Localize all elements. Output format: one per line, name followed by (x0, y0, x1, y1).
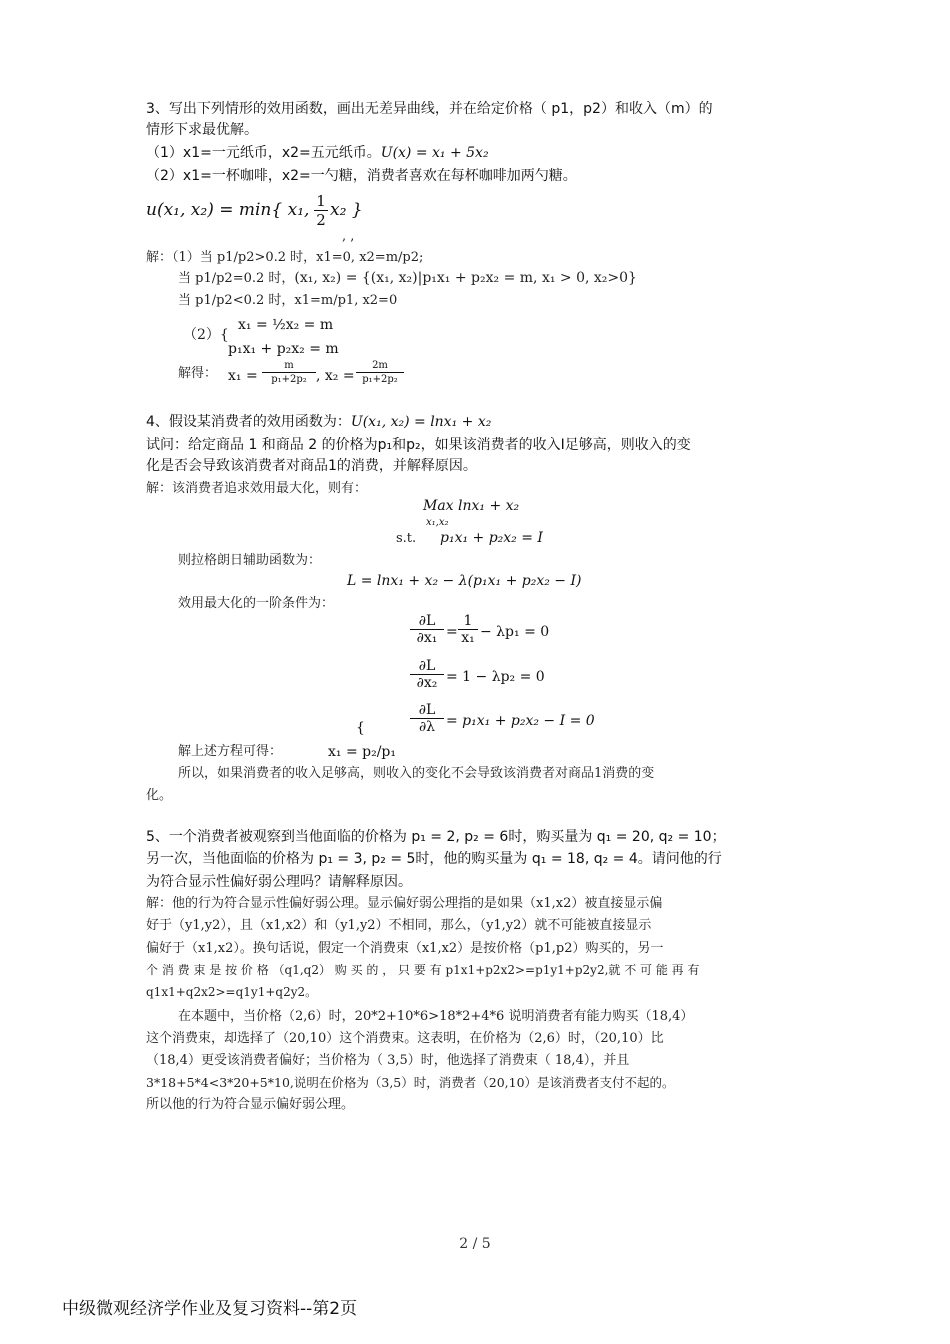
q4-title-text: 4、假设某消费者的效用函数为： (146, 414, 351, 430)
q4-lagrange-intro: 则拉格朗日辅助函数为： (178, 553, 322, 568)
q4-d1-frac (410, 613, 444, 646)
q3-sol2-prefix: 当 p1/p2=0.2 时， (178, 271, 295, 286)
q3-sol2-formula: (x₁, x₂) = {(x₁, x₂)|p₁x₁ + p₂x₂ = m, x₁ > 0, x₂>0} (294, 270, 637, 286)
q3-u-half (314, 192, 328, 229)
q4-d1-mid-den: x₁ (461, 630, 475, 646)
q5-sol-line1: 解：他的行为符合显示性偏好弱公理。显示偏好弱公理指的是如果（x1,x2）被直接显示偏 (146, 896, 663, 911)
q4-line2: 试问：给定商品 1 和商品 2 的价格为p₁和p₂，如果该消费者的收入I足够高，则收入的变 (146, 437, 691, 453)
q4-brace: { (356, 720, 365, 736)
q3-u-right: x₂ } (330, 200, 363, 220)
q4-title-formula: U(x₁, x₂) = lnx₁ + x₂ (350, 414, 492, 430)
q4-conclusion-line1: 所以，如果消费者的收入足够高，则收入的变化不会导致该消费者对商品1消费的变 (178, 766, 655, 781)
q5-line1: 5、一个消费者被观察到当他面临的价格为 p₁ = 2, p₂ = 6时，购买量为 q₁ = 20, q₂ = 10； (146, 829, 726, 845)
q3-title-line1: 3、写出下列情形的效用函数，画出无差异曲线，并在给定价格（ p1，p2）和收入（m）的 (146, 101, 713, 117)
q4-st-label: s.t. (396, 531, 417, 546)
q3-item1-text: （1）x1=一元纸币，x2=五元纸币。 (146, 145, 381, 161)
q5-sol-line10: 所以他的行为符合显示偏好弱公理。 (146, 1097, 355, 1112)
q4-max: Max lnx₁ + x₂ (423, 498, 520, 514)
q4-d1-mid-frac (458, 613, 478, 646)
q5-sol-line9: 3*18+5*4<3*20+5*10,说明在价格为（3,5）时，消费者（20,10）是该消费者支付不起的。 (146, 1075, 675, 1090)
page-indicator: 2 / 5 (459, 1236, 491, 1252)
q4-d1-eq: = (446, 624, 458, 640)
q5-sol-line4: 个 消 费 束 是 按 价 格 （q1,q2） 购 买 的 ， 只 要 有 p1x1+p2x2>=p1y1+p2y2,就 不 可 能 再 有 (146, 963, 700, 977)
q4-title (146, 414, 491, 432)
q3-sol-line3: 当 p1/p2<0.2 时，x1=m/p1, x2=0 (178, 293, 398, 308)
q4-line3: 化是否会导致该消费者对商品1的消费，并解释原因。 (146, 458, 477, 474)
q3-u-left: u(x₁, x₂) = min{ x₁, (146, 200, 310, 220)
q4-solve-formula: x₁ = p₂/p₁ (328, 744, 397, 760)
q4-sol-intro: 解：该消费者追求效用最大化，则有： (146, 481, 368, 496)
q4-d1-den: ∂x₁ (416, 630, 438, 646)
q4-conclusion-line2: 化。 (146, 788, 173, 803)
q3-u-half-num: 1 (316, 192, 326, 210)
q3-commas: , , (342, 229, 355, 244)
q4-d3-den: ∂λ (418, 719, 436, 735)
q3-sol5-bar1 (262, 372, 316, 373)
q4-d3-num: ∂L (418, 702, 436, 718)
q4-foc-intro: 效用最大化的一阶条件为： (178, 596, 335, 611)
q4-lagrange: L = lnx₁ + x₂ − λ(p₁x₁ + p₂x₂ − I) (347, 573, 582, 589)
q3-sol4-label: （2）{ (183, 327, 229, 343)
q3-sol5-x2: , x₂ = (316, 368, 355, 384)
q4-d3-rest: = p₁x₁ + p₂x₂ − I = 0 (446, 713, 595, 729)
q4-d2-frac (410, 658, 444, 691)
q3-item1 (146, 145, 489, 163)
q4-d1-mid-num: 1 (463, 613, 473, 629)
q3-sol5-bar2 (356, 372, 404, 373)
q3-sol5-label: 解得： (178, 366, 218, 381)
q3-sol5-frac2 (356, 360, 404, 385)
q5-sol-line2: 好于（y1,y2），且（x1,x2）和（y1,y2）不相同，那么，（y1,y2）就不可能被直接显示 (146, 918, 652, 933)
q3-utility-formula (146, 200, 309, 221)
q5-sol-line5: q1x1+q2x2>=q1y1+q2y2。 (146, 985, 318, 999)
q4-max-subscript: x₁,x₂ (426, 517, 449, 528)
q3-sol4-eq2: p₁x₁ + p₂x₂ = m (228, 341, 339, 357)
q5-sol-line8: （18,4）更受该消费者偏好；当价格为（ 3,5）时，他选择了消费束（ 18,4），并且 (146, 1053, 630, 1068)
q4-d3-frac (410, 702, 444, 735)
q3-u-half-den: 2 (316, 211, 326, 229)
q4-d2-num: ∂L (418, 658, 436, 674)
q5-line3: 为符合显示性偏好弱公理吗？请解释原因。 (146, 874, 412, 890)
q4-solve-label: 解上述方程可得： (178, 744, 283, 759)
q3-sol5-x1: x₁ = (228, 368, 258, 384)
q3-item2: （2）x1=一杯咖啡，x2=一勺糖，消费者喜欢在每杯咖啡加两勺糖。 (146, 168, 577, 184)
q5-line2: 另一次，当他面临的价格为 p₁ = 3, p₂ = 5时，他的购买量为 q₁ = 18, q₂ = 4。请问他的行 (146, 851, 722, 867)
q3-sol4-eq1: x₁ = ½x₂ = m (238, 317, 334, 333)
q4-d1-num: ∂L (418, 613, 436, 629)
q3-sol-line2 (178, 270, 637, 288)
q4-d2-rest: = 1 − λp₂ = 0 (446, 669, 545, 685)
q4-constraint: p₁x₁ + p₂x₂ = I (440, 530, 543, 546)
q5-sol-line6: 在本题中，当价格（2,6）时，20*2+10*6>18*2+4*6 说明消费者有能力购买（18,4） (178, 1009, 694, 1024)
q3-sol5-frac1 (262, 360, 316, 385)
q3-sol-line1: 解：（1）当 p1/p2>0.2 时，x1=0, x2=m/p2; (146, 250, 424, 265)
q5-sol-line7: 这个消费束，却选择了（20,10）这个消费束。这表明，在价格为（2,6）时，（20,10）比 (146, 1031, 664, 1046)
q4-d1-rest: − λp₁ = 0 (480, 624, 550, 640)
q3-item1-formula: U(x) = x₁ + 5x₂ (380, 145, 489, 161)
q3-sol5-den1: p₁+2p₂ (271, 374, 307, 385)
document-footer: 中级微观经济学作业及复习资料--第2页 (62, 1299, 358, 1319)
q3-title-line2: 情形下求最优解。 (146, 122, 258, 138)
q3-sol5-den2: p₁+2p₂ (362, 374, 398, 385)
q4-d2-den: ∂x₂ (416, 675, 438, 691)
q3-sol5-num1: m (284, 360, 294, 371)
q5-sol-line3: 偏好于（x1,x2）。换句话说，假定一个消费束（x1,x2）是按价格（p1,p2）购买的，另一 (146, 941, 664, 956)
q3-sol5-num2: 2m (372, 360, 388, 371)
